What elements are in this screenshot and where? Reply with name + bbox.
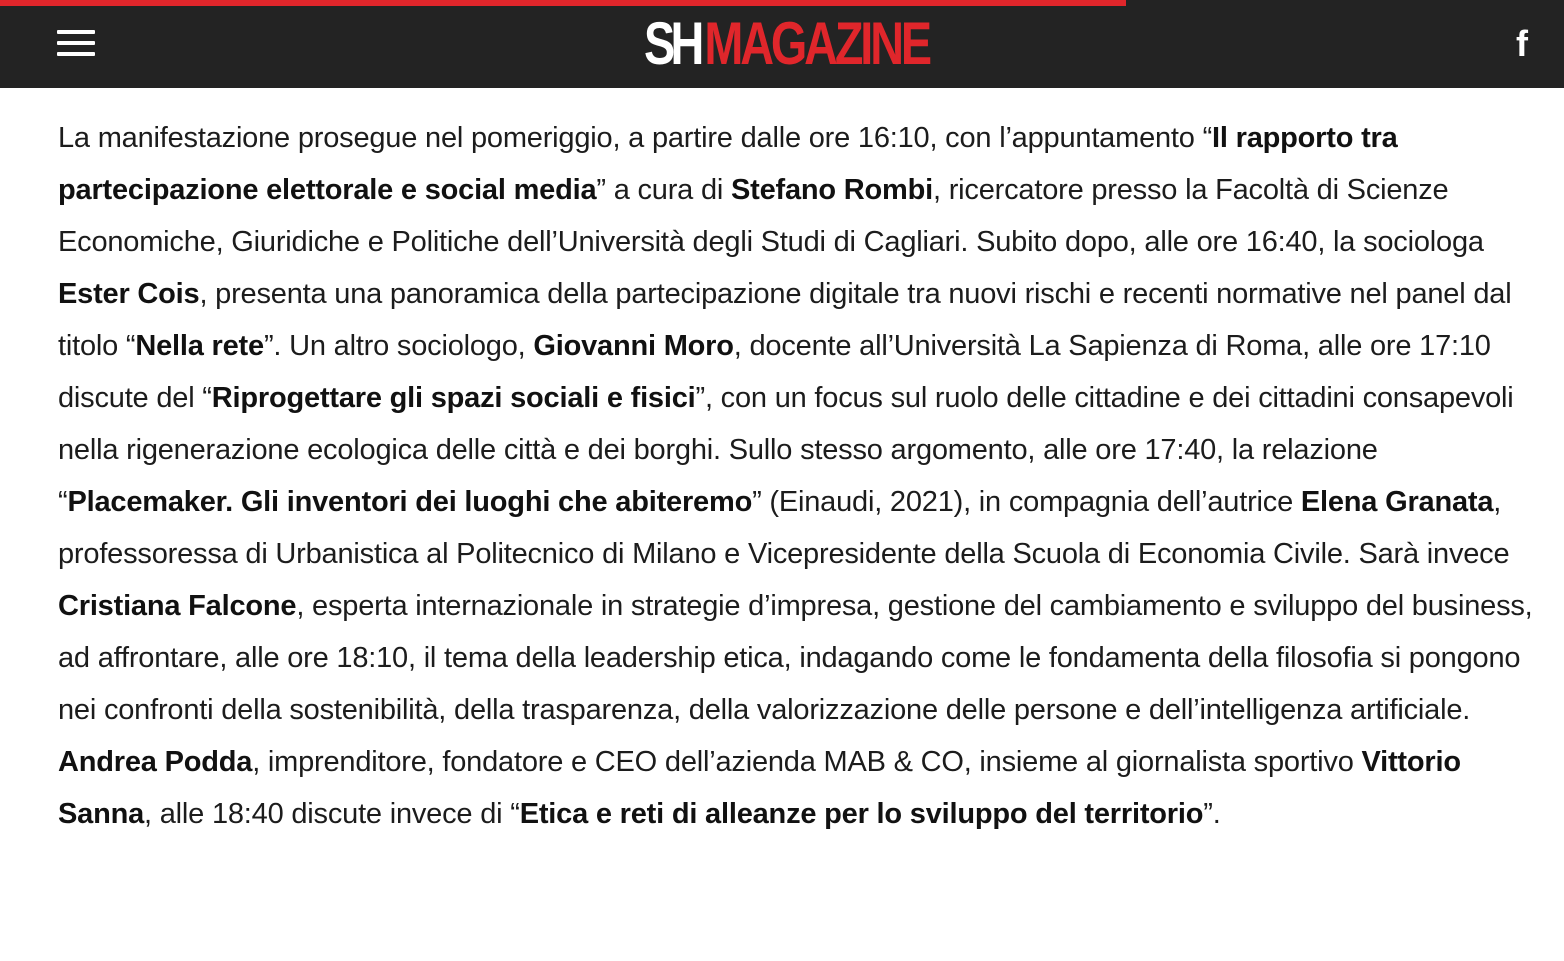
- article-text: ”, con un focus sul ruolo delle cittadine e dei cittadini consapevoli nella rigenerazione ecologica delle città e dei borghi. Sullo stesso argomento, alle ore 17:40, la relazione “: [58, 382, 1514, 518]
- article-text: , alle 18:40 discute invece di “: [144, 798, 520, 830]
- article-bold-text: Stefano Rombi: [731, 174, 934, 206]
- facebook-icon[interactable]: f: [1516, 23, 1528, 64]
- article-bold-text: Nella rete: [135, 330, 264, 362]
- article-text: , ricercatore presso la Facoltà di Scienze Economiche, Giuridiche e Politiche dell’Università degli Studi di Cagliari. Subito dopo, alle ore 16:40, la sociologa: [58, 174, 1484, 258]
- logo-magazine: MAGAZINE: [704, 10, 929, 77]
- article-text: , docente all’Università La Sapienza di Roma, alle ore 17:10 discute del “: [58, 330, 1491, 414]
- top-navigation-bar: [0, 0, 1564, 88]
- article-bold-text: Cristiana Falcone: [58, 590, 297, 622]
- article-text: ” a cura di: [596, 174, 731, 206]
- article-bold-text: Elena Granata: [1300, 486, 1494, 518]
- article-bold-text: Riprogettare gli spazi sociali e fisici: [211, 382, 696, 414]
- article-text: , esperta internazionale in strategie d’impresa, gestione del cambiamento e sviluppo del business, ad affrontare, alle ore 18:10, il tema della leadership etica, indagando come le fondamenta della filosofia si pongono nei confronti della sostenibilità, della trasparenza, della valorizzazione delle persone e dell’intelligenza artificiale.: [58, 590, 1533, 726]
- article-bold-text: Placemaker. Gli inventori dei luoghi che abiteremo: [67, 486, 753, 518]
- article-bold-text: Vittorio Sanna: [58, 746, 1461, 830]
- article-bold-text: Giovanni Moro: [533, 330, 734, 362]
- article-text: ”. Un altro sociologo,: [263, 330, 534, 362]
- hamburger-menu-icon[interactable]: [57, 28, 95, 58]
- reading-progress-bar: [0, 0, 1126, 6]
- article-text: , imprenditore, fondatore e CEO dell’azienda MAB & CO, insieme al giornalista sportivo: [252, 746, 1362, 778]
- article-paragraph: [58, 112, 1548, 840]
- logo-sh: SH: [644, 10, 700, 77]
- article-bold-text: Etica e reti di alleanze per lo sviluppo del territorio: [519, 798, 1204, 830]
- article-text: ”.: [1203, 798, 1221, 830]
- article-bold-text: Il rapporto tra partecipazione elettorale e social media: [58, 122, 1398, 206]
- article-text: La manifestazione prosegue nel pomeriggio, a partire dalle ore 16:10, con l’appuntamento “: [58, 122, 1213, 154]
- article-text: , presenta una panoramica della partecipazione digitale tra nuovi rischi e recenti normative nel panel dal titolo “: [58, 278, 1512, 362]
- site-logo[interactable]: [644, 12, 929, 76]
- article-text: ” (Einaudi, 2021), in compagnia dell’autrice: [752, 486, 1301, 518]
- article-bold-text: Ester Cois: [58, 278, 200, 310]
- article-text: , professoressa di Urbanistica al Politecnico di Milano e Vicepresidente della Scuola di Economia Civile. Sarà invece: [58, 486, 1510, 570]
- article-bold-text: Andrea Podda: [58, 746, 253, 778]
